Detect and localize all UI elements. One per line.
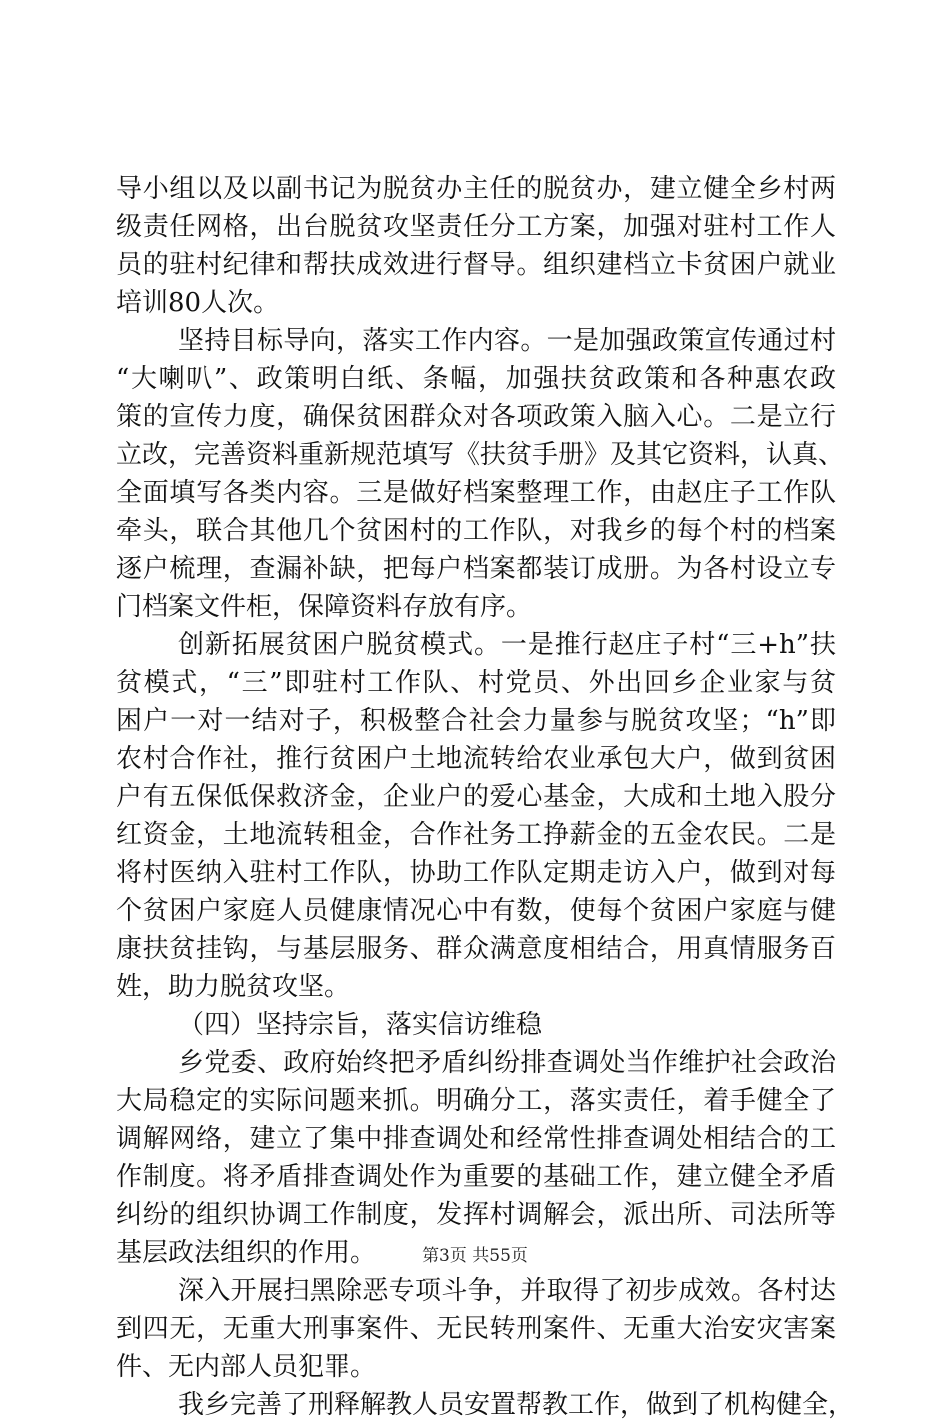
paragraph-line: 深入开展扫黑除恶专项斗争，并取得了初步成效。各村达 bbox=[178, 1276, 836, 1306]
paragraph-line: 红资金，土地流转租金，合作社务工挣薪金的五金农民。二是 bbox=[116, 820, 836, 850]
paragraph-line: 个贫困户家庭人员健康情况心中有数，使每个贫困户家庭与健 bbox=[116, 896, 836, 926]
section-heading: （四）坚持宗旨，落实信访维稳 bbox=[178, 1010, 543, 1040]
paragraph-line: 逐户梳理，查漏补缺，把每户档案都装订成册。为各村设立专 bbox=[116, 554, 836, 584]
paragraph-line: 贫模式，“三”即驻村工作队、村党员、外出回乡企业家与贫 bbox=[116, 668, 836, 698]
paragraph-line: 创新拓展贫困户脱贫模式。一是推行赵庄子村“三+h”扶 bbox=[178, 630, 836, 660]
paragraph-line: 件、无内部人员犯罪。 bbox=[116, 1352, 377, 1382]
paragraph-line: 康扶贫挂钩，与基层服务、群众满意度相结合，用真情服务百 bbox=[116, 934, 836, 964]
paragraph-line: 牵头，联合其他几个贫困村的工作队，对我乡的每个村的档案 bbox=[116, 516, 836, 546]
paragraph-line: 立改，完善资料重新规范填写《扶贫手册》及其它资料，认真、 bbox=[116, 440, 845, 470]
paragraph-line: 坚持目标导向，落实工作内容。一是加强政策宣传通过村 bbox=[178, 326, 836, 356]
paragraph-line: 将村医纳入驻村工作队，协助工作队定期走访入户，做到对每 bbox=[116, 858, 836, 888]
paragraph-line: 我乡完善了刑释解教人员安置帮教工作，做到了机构健全， bbox=[178, 1390, 855, 1420]
paragraph-line: 基层政法组织的作用。 bbox=[116, 1238, 377, 1268]
paragraph-line: 纠纷的组织协调工作制度，发挥村调解会，派出所、司法所等 bbox=[116, 1200, 836, 1230]
paragraph-line: 到四无，无重大刑事案件、无民转刑案件、无重大治安灾害案 bbox=[116, 1314, 836, 1344]
paragraph-line: 作制度。将矛盾排查调处作为重要的基础工作，建立健全矛盾 bbox=[116, 1162, 836, 1192]
paragraph-line: 农村合作社，推行贫困户土地流转给农业承包大户，做到贫困 bbox=[116, 744, 836, 774]
paragraph-line: 级责任网格，出台脱贫攻坚责任分工方案，加强对驻村工作人 bbox=[116, 212, 836, 242]
paragraph-line: 姓，助力脱贫攻坚。 bbox=[116, 972, 351, 1002]
paragraph-line: 培训80人次。 bbox=[116, 288, 280, 318]
paragraph-line: 乡党委、政府始终把矛盾纠纷排查调处当作维护社会政治 bbox=[178, 1048, 836, 1078]
paragraph-line: 调解网络，建立了集中排查调处和经常性排查调处相结合的工 bbox=[116, 1124, 836, 1154]
paragraph-line: 门档案文件柜，保障资料存放有序。 bbox=[116, 592, 533, 622]
page-number-footer: 第3页 共55页 bbox=[422, 1246, 528, 1266]
paragraph-line: 员的驻村纪律和帮扶成效进行督导。组织建档立卡贫困户就业 bbox=[116, 250, 836, 280]
paragraph-line: 导小组以及以副书记为脱贫办主任的脱贫办，建立健全乡村两 bbox=[116, 174, 836, 204]
paragraph-line: 户有五保低保救济金，企业户的爱心基金，大成和土地入股分 bbox=[116, 782, 836, 812]
paragraph-line: “大喇叭”、政策明白纸、条幅，加强扶贫政策和各种惠农政 bbox=[116, 364, 836, 394]
paragraph-line: 大局稳定的实际问题来抓。明确分工，落实责任，着手健全了 bbox=[116, 1086, 836, 1116]
paragraph-line: 策的宣传力度，确保贫困群众对各项政策入脑入心。二是立行 bbox=[116, 402, 836, 432]
paragraph-line: 困户一对一结对子，积极整合社会力量参与脱贫攻坚；“h”即 bbox=[116, 706, 836, 736]
paragraph-line: 全面填写各类内容。三是做好档案整理工作，由赵庄子工作队 bbox=[116, 478, 836, 508]
